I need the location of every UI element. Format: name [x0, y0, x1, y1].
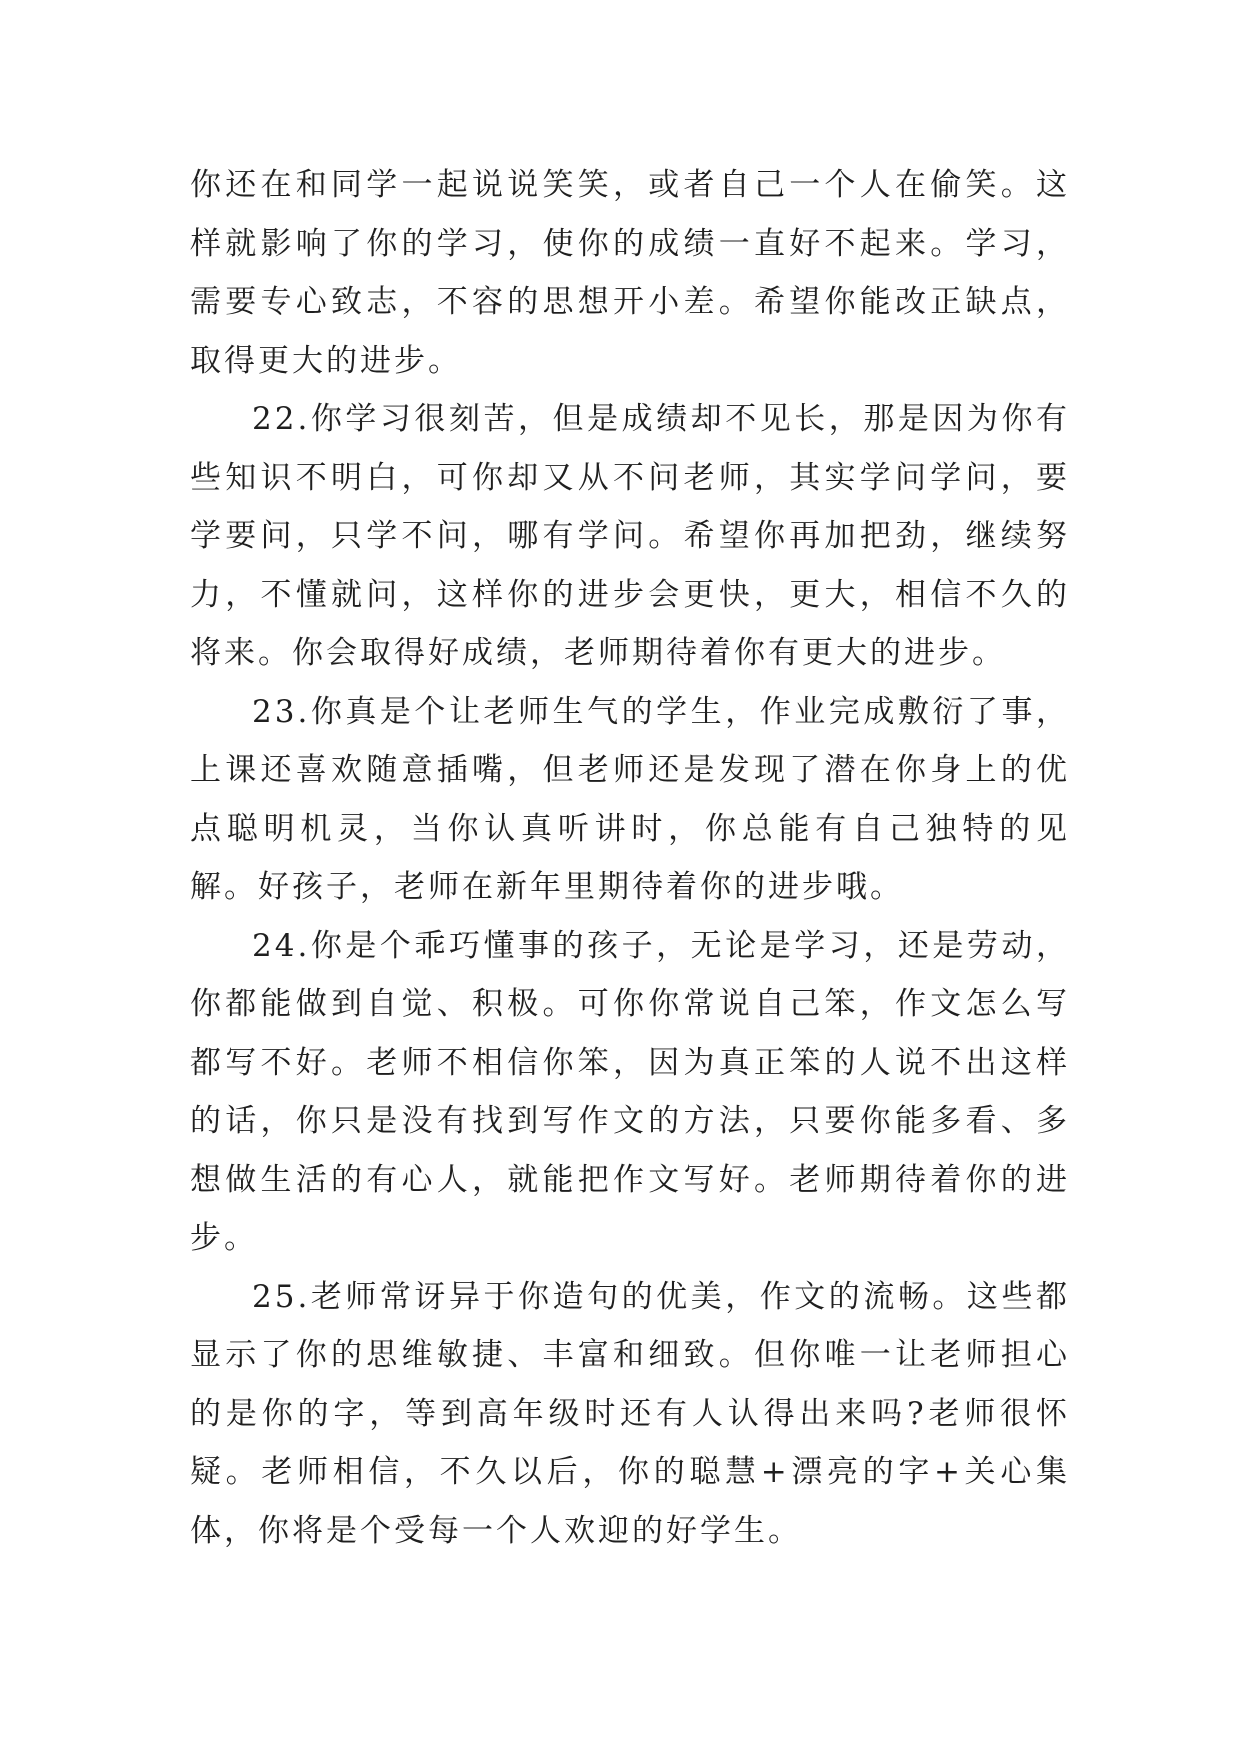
paragraph-24: 24.你是个乖巧懂事的孩子，无论是学习，还是劳动，你都能做到自觉、积极。可你你常说自己笨，作文怎么写都写不好。老师不相信你笨，因为真正笨的人说不出这样的话，你只是没有找到写作文的方法，只要你能多看、多想做生活的有心人，就能把作文写好。老师期待着你的进步。 [190, 927, 1070, 1256]
paragraph-25: 25.老师常讶异于你造句的优美，作文的流畅。这些都显示了你的思维敏捷、丰富和细致。但你唯一让老师担心的是你的字，等到高年级时还有人认得出来吗?老师很怀疑。老师相信，不久以后，你的聪慧+漂亮的字+关心集体，你将是个受每一个人欢迎的好学生。 [190, 1278, 1070, 1549]
paragraph-21-continuation: 你还在和同学一起说说笑笑，或者自己一个人在偷笑。这样就影响了你的学习，使你的成绩一直好不起来。学习，需要专心致志，不容的思想开小差。希望你能改正缺点，取得更大的进步。 [190, 167, 1070, 379]
paragraph-22: 22.你学习很刻苦，但是成绩却不见长，那是因为你有些知识不明白，可你却又从不问老师，其实学问学问，要学要问，只学不问，哪有学问。希望你再加把劲，继续努力，不懂就问，这样你的进步会更快，更大，相信不久的将来。你会取得好成绩，老师期待着你有更大的进步。 [190, 401, 1070, 671]
paragraph-23: 23.你真是个让老师生气的学生，作业完成敷衍了事，上课还喜欢随意插嘴，但老师还是发现了潜在你身上的优点聪明机灵，当你认真听讲时，你总能有自己独特的见解。好孩子，老师在新年里期待着你的进步哦。 [190, 693, 1070, 905]
document-body [190, 156, 1070, 1560]
